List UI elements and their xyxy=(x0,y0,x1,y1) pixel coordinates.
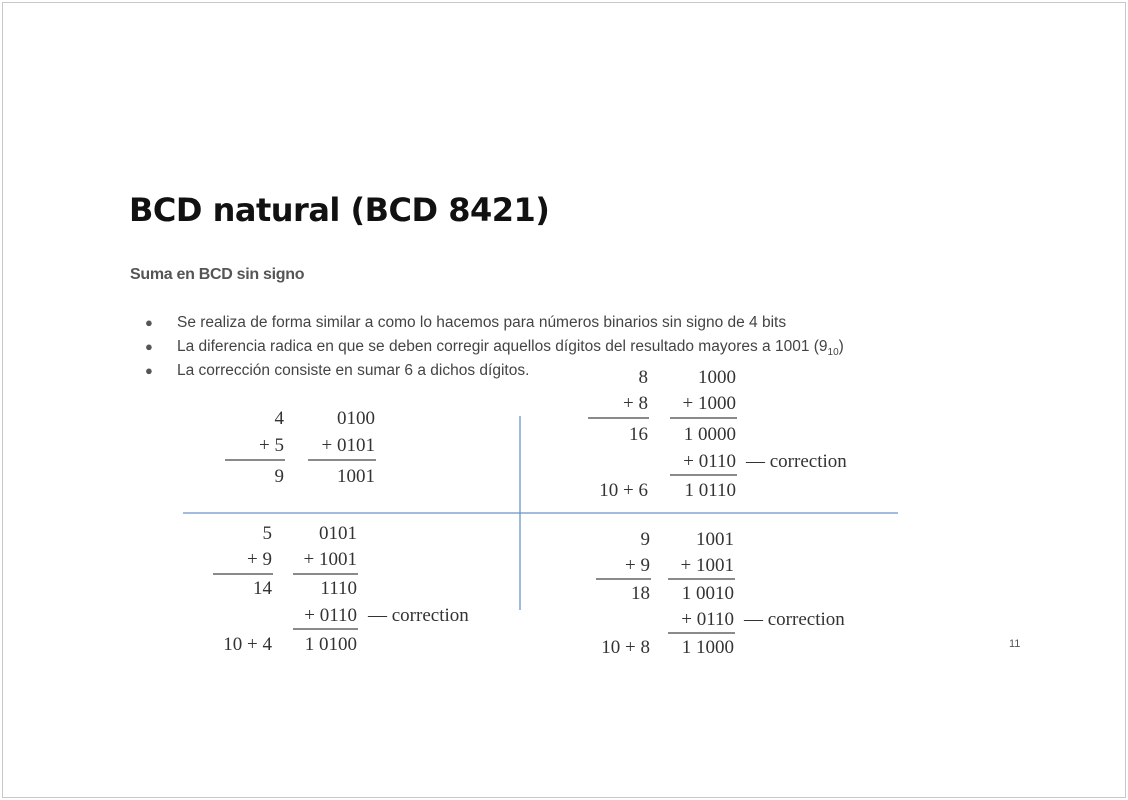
binary-operand: 0100 xyxy=(337,408,375,429)
decimal-operand: + 9 xyxy=(625,555,650,576)
binary-operand: + 0101 xyxy=(321,435,375,456)
binary-sum: 1001 xyxy=(337,466,375,487)
binary-operand: 1000 xyxy=(698,367,736,388)
decimal-operand: + 9 xyxy=(247,549,272,570)
binary-operand: + 1000 xyxy=(682,393,736,414)
decimal-sum: 14 xyxy=(253,578,272,599)
decimal-sum: 16 xyxy=(629,424,648,445)
bullet-text: La diferencia radica en que se deben corregir aquellos dígitos del resultado mayores a 1001 (9 xyxy=(177,338,828,355)
example-5-plus-9 xyxy=(213,523,469,655)
decimal-operand: + 5 xyxy=(259,435,284,456)
binary-result: 1 0100 xyxy=(304,634,357,655)
decimal-operand: 9 xyxy=(640,529,650,550)
binary-operand: 0101 xyxy=(319,523,357,544)
bullet-dot-icon: ● xyxy=(145,363,153,378)
binary-result: 1 0110 xyxy=(684,480,736,501)
bullet-subscript: 10 xyxy=(827,347,839,359)
correction-addend: + 0110 xyxy=(683,451,736,472)
bullet-text: Se realiza de forma similar a como lo hacemos para números binarios sin signo de 4 bits xyxy=(177,314,787,331)
correction-addend: + 0110 xyxy=(304,605,357,626)
bullet-dot-icon: ● xyxy=(145,315,153,330)
decimal-result: 10 + 6 xyxy=(599,480,648,501)
correction-addend: + 0110 xyxy=(681,609,734,630)
binary-sum: 1110 xyxy=(320,578,357,599)
binary-sum: 1 0000 xyxy=(683,424,736,445)
decimal-sum: 18 xyxy=(631,583,650,604)
binary-sum: 1 0010 xyxy=(681,583,734,604)
correction-label: — correction xyxy=(744,609,845,630)
decimal-result: 10 + 4 xyxy=(223,634,272,655)
decimal-operand: 8 xyxy=(638,367,648,388)
page-number: 11 xyxy=(1009,638,1021,650)
bullet-suffix: ) xyxy=(838,338,844,355)
decimal-operand: 4 xyxy=(274,408,284,429)
slide-subtitle: Suma en BCD sin signo xyxy=(130,266,305,283)
binary-operand: + 1001 xyxy=(680,555,734,576)
decimal-result: 10 + 8 xyxy=(601,637,650,658)
binary-operand: + 1001 xyxy=(303,549,357,570)
decimal-operand: + 8 xyxy=(623,393,648,414)
binary-result: 1 1000 xyxy=(681,637,734,658)
decimal-sum: 9 xyxy=(274,466,284,487)
slide-title: BCD natural (BCD 8421) xyxy=(129,191,550,229)
bullet-text: La corrección consiste en sumar 6 a dichos dígitos. xyxy=(177,362,530,379)
example-8-plus-8 xyxy=(588,367,847,501)
correction-label: — correction xyxy=(746,451,847,472)
binary-operand: 1001 xyxy=(696,529,734,550)
correction-label: — correction xyxy=(368,605,469,626)
decimal-operand: 5 xyxy=(262,523,272,544)
example-9-plus-9 xyxy=(596,529,845,658)
example-4-plus-5 xyxy=(225,408,376,487)
bullet-dot-icon: ● xyxy=(145,339,153,354)
